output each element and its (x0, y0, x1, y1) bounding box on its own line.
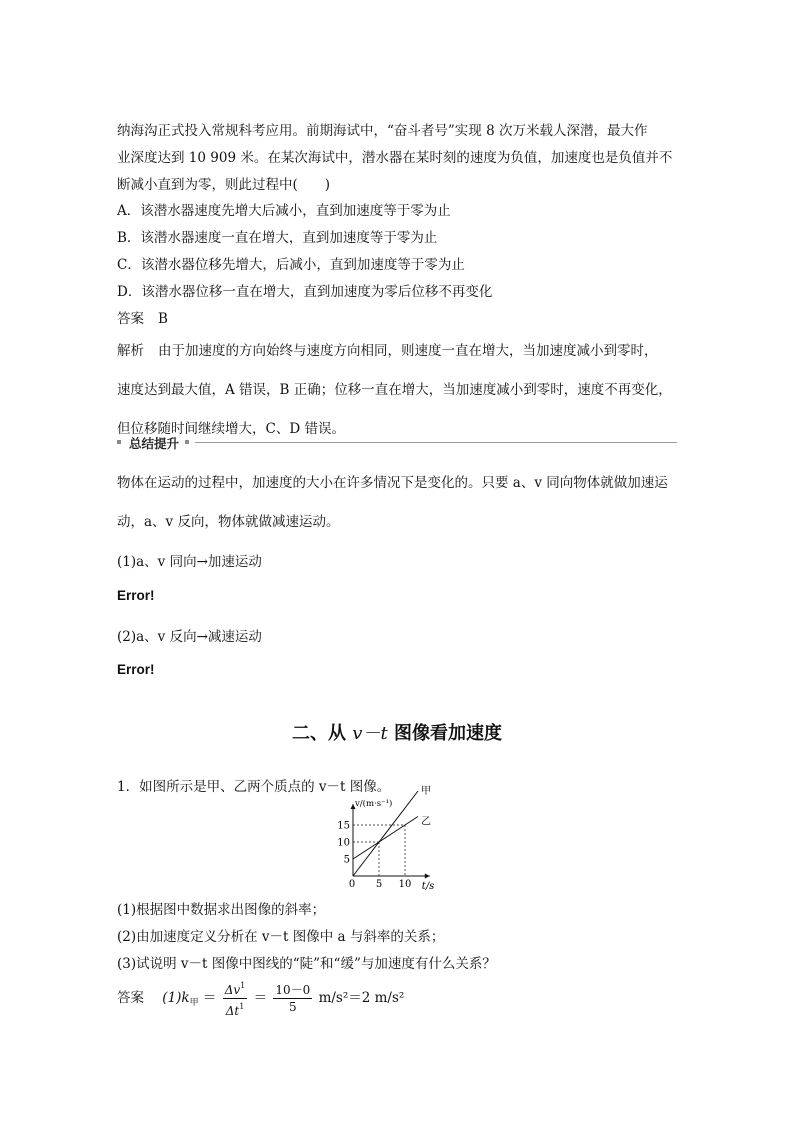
answer2-label: 答案 (117, 990, 144, 1006)
y-tick-label: 15 (337, 820, 350, 832)
summary-title: 总结提升 (129, 436, 180, 451)
summary-item-2: (2)a、v 反向→减速运动 (117, 629, 262, 645)
question-1: (1)根据图中数据求出图像的斜率； (117, 902, 326, 918)
answer2-fraction-2 (273, 982, 312, 1015)
analysis-line-1 (117, 339, 658, 359)
x-axis-label: t/s (421, 881, 435, 892)
summary-header (117, 434, 677, 452)
answer2-eq1: ＝ (202, 990, 217, 1006)
answer2-frac1-num-sup: 1 (240, 981, 246, 990)
answer2-fraction-1 (223, 978, 248, 1019)
analysis-line-2: 速度达到最大值，A 错误，B 正确；位移一直在增大，当加速度减小到零时，速度不再变化， (117, 382, 672, 398)
answer2-eq2: ＝ (253, 990, 268, 1006)
section-title (0, 719, 794, 745)
summary-item-1: (1)a、v 同向→加速运动 (117, 554, 262, 570)
summary-error-2: Error! (117, 662, 155, 677)
section-title-prefix: 二、从 (292, 723, 353, 744)
question-intro: 1．如图所示是甲、乙两个质点的 v－t 图像。 (117, 779, 391, 795)
option-a: A．该潜水器速度先增大后减小，直到加速度等于零为止 (117, 203, 451, 219)
answer2-sub: 甲 (189, 998, 199, 1008)
analysis-text-1: 由于加速度的方向始终与速度方向相同，则速度一直在增大，当加速度减小到零时， (158, 343, 658, 359)
x-tick-label: 10 (398, 879, 412, 890)
analysis-label: 解析 (117, 343, 144, 359)
answer-value: B (158, 311, 168, 327)
section-title-suffix: 图像看加速度 (387, 723, 502, 744)
option-b: B．该潜水器速度一直在增大，直到加速度等于零为止 (117, 230, 438, 246)
answer2-result: m/s²＝2 m/s² (318, 990, 405, 1006)
summary-square-icon (117, 440, 121, 444)
answer2-prefix: (1)k (162, 990, 190, 1006)
vt-chart (325, 786, 460, 892)
answer2-frac1-num: Δv (224, 983, 241, 997)
y-axis-label: v/(m·s⁻¹) (355, 799, 393, 809)
x-axis-arrow-icon (425, 874, 430, 879)
answer2-frac1-den: Δt (225, 1004, 240, 1018)
answer2-frac2-den: 5 (288, 1000, 297, 1014)
option-c: C．该潜水器位移先增大，后减小，直到加速度等于零为止 (117, 257, 465, 273)
summary-text-1: 物体在运动的过程中，加速度的大小在许多情况下是变化的。只要 a、v 同向物体就做加速运 (117, 475, 668, 491)
summary-square-icon (185, 440, 189, 444)
series-label-1: 甲 (421, 786, 431, 797)
y-tick-label: 10 (337, 837, 350, 849)
answer2-line (117, 978, 404, 1019)
passage-line-2: 业深度达到 10 909 米。在某次海试中，潜水器在某时刻的速度为负值，加速度也是负值并不 (117, 150, 673, 166)
summary-rule (195, 442, 677, 443)
x-tick-label: 5 (375, 879, 383, 890)
summary-error-1: Error! (117, 588, 155, 603)
series-label-2: 乙 (421, 816, 431, 828)
y-tick-label: 5 (343, 854, 350, 866)
analysis-line-3: 但位移随时间继续增大，C、D 错误。 (117, 421, 345, 437)
question-2: (2)由加速度定义分析在 v－t 图像中 a 与斜率的关系； (117, 929, 445, 945)
summary-text-2: 动，a、v 反向，物体就做减速运动。 (117, 514, 340, 530)
option-d: D．该潜水器位移一直在增大，直到加速度为零后位移不再变化 (117, 284, 493, 300)
series-line-2 (353, 817, 418, 860)
question-3: (3)试说明 v－t 图像中图线的“陡”和“缓”与加速度有什么关系？ (117, 956, 496, 972)
section-title-var: v－t (352, 723, 388, 744)
answer-label: 答案 (117, 311, 144, 327)
x-tick-label: 0 (348, 879, 356, 890)
passage-line-1: 纳海沟正式投入常规科考应用。前期海试中，“奋斗者号”实现 8 次万米载人深潜，最大作 (117, 123, 648, 139)
answer2-frac1-den-sup: 1 (239, 1002, 245, 1011)
answer2-frac2-num: 10－0 (275, 983, 311, 997)
passage-line-3: 断减小直到为零，则此过程中( ) (117, 177, 331, 193)
answer-line (117, 307, 168, 327)
